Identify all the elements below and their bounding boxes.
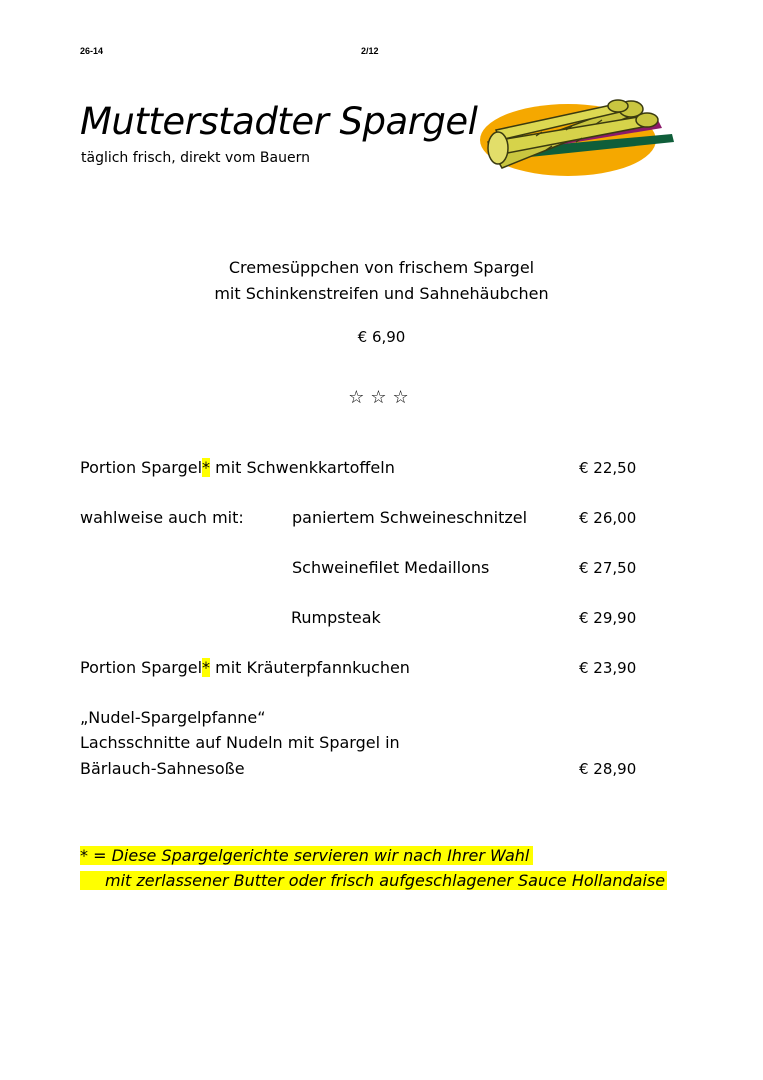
- item-nudel-title: „Nudel-Spargelpfanne“: [80, 708, 266, 727]
- price-spargel-kartoffeln: € 22,50: [579, 459, 637, 477]
- footnote-marker: *: [202, 658, 211, 677]
- price-spargel-pfannkuchen: € 23,90: [579, 659, 637, 677]
- item-text: mit Kräuterpfannkuchen: [210, 658, 410, 677]
- star-divider: ☆☆☆: [348, 387, 415, 408]
- item-text: Portion Spargel: [80, 458, 203, 477]
- item-rumpsteak: Rumpsteak: [291, 608, 381, 627]
- option-label: wahlweise auch mit:: [80, 508, 244, 527]
- footnote-marker: *: [202, 458, 211, 477]
- document-code: 26-14: [80, 46, 104, 56]
- soup-line-1: Cremesüppchen von frischem Spargel: [228, 258, 535, 277]
- price-schnitzel: € 26,00: [579, 509, 637, 527]
- price-medaillons: € 27,50: [579, 559, 637, 577]
- item-nudel-desc-1: Lachsschnitte auf Nudeln mit Spargel in: [80, 733, 400, 752]
- footnote-line-1: * = Diese Spargelgerichte servieren wir nach Ihrer Wahl: [80, 846, 533, 865]
- price-rumpsteak: € 29,90: [579, 609, 637, 627]
- item-text: mit Schwenkkartoffeln: [210, 458, 395, 477]
- soup-line-2: mit Schinkenstreifen und Sahnehäubchen: [214, 284, 549, 303]
- page-subtitle: täglich frisch, direkt vom Bauern: [81, 150, 310, 166]
- asparagus-icon: [476, 96, 682, 180]
- soup-price: € 6,90: [357, 328, 406, 346]
- item-text: Portion Spargel: [80, 658, 203, 677]
- item-spargel-kartoffeln: [80, 458, 395, 477]
- item-spargel-pfannkuchen: [80, 658, 410, 677]
- item-schnitzel: paniertem Schweineschnitzel: [292, 508, 528, 527]
- footnote-line-2: mit zerlassener Butter oder frisch aufgeschlagener Sauce Hollandaise: [80, 871, 667, 890]
- item-medaillons: Schweinefilet Medaillons: [292, 558, 490, 577]
- page-number: 2/12: [361, 46, 379, 56]
- price-nudel: € 28,90: [579, 760, 637, 778]
- page-title: Mutterstadter Spargel: [80, 100, 478, 143]
- item-nudel-desc-2: Bärlauch-Sahnesoße: [80, 759, 245, 778]
